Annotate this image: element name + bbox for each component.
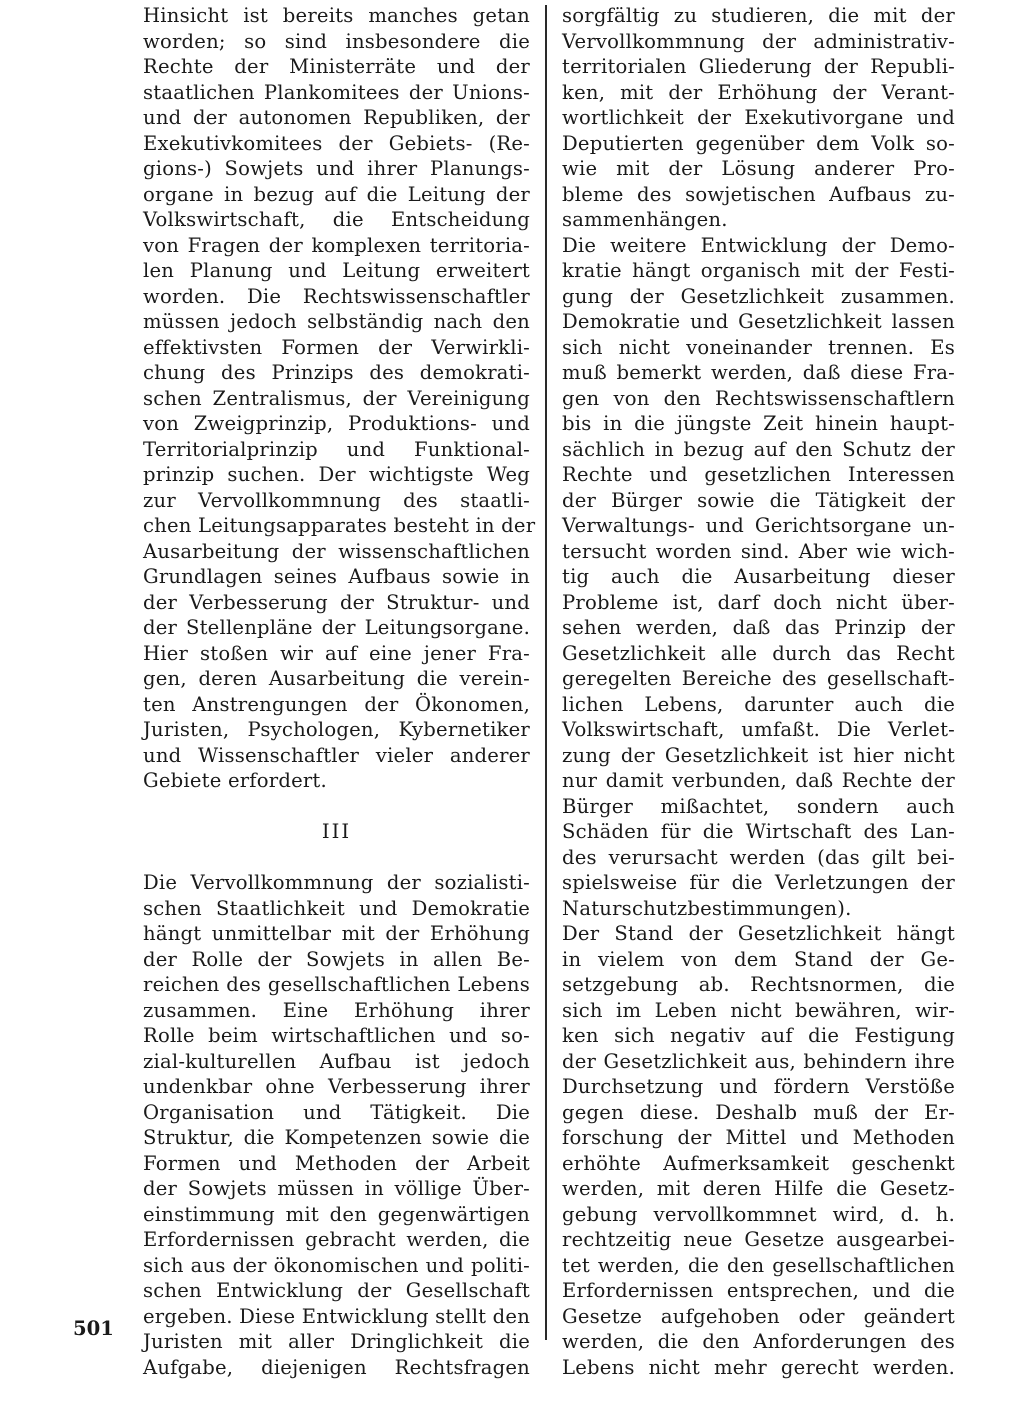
text-line: worden; so sind insbesondere die [143,29,530,53]
text-line: Volkswirtschaft, umfaßt. Die Verlet- [562,718,955,741]
text-line: rechtzeitig neue Gesetze ausgearbei- [562,1228,955,1251]
text-line: in vielem von dem Stand der Ge- [562,947,955,971]
text-line: und Wissenschaftler vieler anderer [143,743,530,767]
text-line: bis in die jüngste Zeit hinein haupt- [562,412,955,435]
text-line: Struktur, die Kompetenzen sowie die [143,1126,530,1149]
text-line: ten Anstrengungen der Ökonomen, [143,692,530,716]
text-line: undenkbar ohne Verbesserung ihrer [143,1075,530,1098]
text-line: Rolle beim wirtschaftlichen und so- [143,1024,530,1047]
text-line: ken, mit der Erhöhung der Verant- [562,80,955,104]
text-line: der Verbesserung der Struktur- und [143,590,530,614]
text-line: einstimmung mit den gegenwärtigen [143,1202,530,1226]
text-line: der Rolle der Sowjets in allen Be- [143,947,530,971]
text-line: Aufgabe, diejenigen Rechtsfragen [143,1355,530,1379]
text-line [143,794,530,820]
text-line: Schäden für die Wirtschaft des Lan- [562,820,955,843]
text-line: effektivsten Formen der Verwirkli- [143,335,530,359]
column-divider-rule [545,5,547,1340]
page-number: 501 [73,1317,114,1340]
text-line: worden. Die Rechtswissenschaftler [143,284,530,308]
text-line: Der Stand der Gesetzlichkeit hängt [562,922,955,945]
text-line: und der autonomen Republiken, der [143,106,530,129]
text-line: sehen werden, daß das Prinzip der [562,616,955,639]
text-line: len Planung und Leitung erweitert [143,259,530,282]
text-line: Juristen mit aller Dringlichkeit die [143,1330,530,1353]
text-line: Hinsicht ist bereits manches getan [143,4,530,27]
text-line: tersucht worden sind. Aber wie wich- [562,539,955,563]
text-line: wortlichkeit der Exekutivorgane und [562,106,955,129]
text-line: gen, deren Ausarbeitung die verein- [143,667,530,690]
text-line: Deputierten gegenüber dem Volk so- [562,131,955,155]
text-line: Durchsetzung und fördern Verstöße [562,1075,955,1098]
text-line: Vervollkommnung der administrativ- [562,29,955,53]
text-line: wie mit der Lösung anderer Pro- [562,157,955,180]
text-line: prinzip suchen. Der wichtigste Weg [143,463,530,486]
text-line: schen Staatlichkeit und Demokratie [143,896,530,920]
text-line: chen Leitungsapparates besteht in der [143,514,536,537]
text-line: Die Vervollkommnung der sozialisti- [143,871,530,894]
text-line: sammenhängen. [562,208,728,231]
text-line: Erfordernissen entsprechen, und die [562,1279,955,1302]
text-line: reichen des gesellschaftlichen Lebens [143,973,530,996]
text-line: nur damit verbunden, daß Rechte der [562,769,955,792]
text-line: muß bemerkt werden, daß diese Fra- [562,361,955,384]
text-line: sorgfältig zu studieren, die mit der [562,4,955,27]
text-line: tet werden, die den gesellschaftlichen [562,1253,955,1277]
text-line: des verursacht werden (das gilt bei- [562,845,955,869]
text-line: setzgebung ab. Rechtsnormen, die [562,973,955,996]
text-line: Gesetze aufgehoben oder geändert [562,1304,955,1328]
text-line: zur Vervollkommnung des staatli- [143,488,530,512]
text-line: Rechte und gesetzlichen Interessen [562,463,955,486]
text-line: gebung vervollkommnet wird, d. h. [562,1202,955,1226]
text-line: zusammen. Eine Erhöhung ihrer [143,998,530,1022]
text-line: sich aus der ökonomischen und politi- [143,1253,530,1277]
text-line: Gesetzlichkeit alle durch das Recht [562,641,955,665]
text-line: erhöhte Aufmerksamkeit geschenkt [562,1151,955,1175]
text-line: Hier stoßen wir auf eine jener Fra- [143,641,530,665]
text-line: lichen Lebens, darunter auch die [562,692,955,716]
text-line: der Sowjets müssen in völlige Über- [143,1177,530,1200]
text-line: spielsweise für die Verletzungen der [562,871,955,894]
text-line: geregelten Bereiche des gesellschaft- [562,667,955,690]
text-line: der Stellenpläne der Leitungsorgane. [143,616,530,639]
text-line: organe in bezug auf die Leitung der [143,182,530,206]
text-line: werden, mit deren Hilfe die Gesetz- [562,1177,955,1200]
text-line: hängt unmittelbar mit der Erhöhung [143,922,530,945]
text-line: Verwaltungs- und Gerichtsorgane un- [562,514,955,537]
text-line: gen von den Rechtswissenschaftlern [562,386,955,410]
text-line: ergeben. Diese Entwicklung stellt den [143,1304,531,1328]
text-line: werden, die den Anforderungen des [562,1330,955,1353]
section-heading: III [321,820,352,843]
text-line: zung der Gesetzlichkeit ist hier nicht [562,743,955,767]
text-line: der Gesetzlichkeit aus, behindern ihre [562,1049,955,1073]
text-line: gung der Gesetzlichkeit zusammen. [562,284,955,308]
text-line: müssen jedoch selbständig nach den [143,310,530,333]
text-line: sächlich in bezug auf den Schutz der [562,437,955,461]
left-text-column [143,3,536,1380]
text-line: zial-kulturellen Aufbau ist jedoch [143,1049,530,1073]
text-line: Naturschutzbestimmungen). [562,896,852,920]
text-line: territorialen Gliederung der Republi- [562,55,955,78]
text-line: Ausarbeitung der wissenschaftlichen [143,539,530,563]
text-line: Organisation und Tätigkeit. Die [143,1100,530,1124]
text-line: tig auch die Ausarbeitung dieser [562,565,955,588]
text-line [143,845,530,871]
text-line: chung des Prinzips des demokrati- [143,361,530,384]
text-line: sich im Leben nicht bewähren, wir- [562,998,955,1022]
text-line: kratie hängt organisch mit der Festi- [562,259,955,282]
right-text-column [562,3,955,1380]
text-line: Territorialprinzip und Funktional- [143,437,530,461]
text-line: Formen und Methoden der Arbeit [143,1151,530,1175]
text-line: gegen diese. Deshalb muß der Er- [562,1100,955,1124]
text-line: von Zweigprinzip, Produktions- und [143,412,530,435]
text-line: ken sich negativ auf die Festigung [562,1024,955,1047]
text-line: schen Zentralismus, der Vereinigung [143,386,530,410]
text-line: Probleme ist, darf doch nicht über- [562,590,955,614]
text-line: von Fragen der komplexen territoria- [143,233,530,257]
text-line: Rechte der Ministerräte und der [143,55,530,78]
text-line: Erfordernissen gebracht werden, die [143,1228,530,1251]
text-line: Bürger mißachtet, sondern auch [562,794,955,818]
text-line: bleme des sowjetischen Aufbaus zu- [562,182,955,206]
text-line: gions-) Sowjets und ihrer Planungs- [143,157,530,180]
text-line: Die weitere Entwicklung der Demo- [562,233,955,257]
text-line: Lebens nicht mehr gerecht werden. [562,1355,955,1379]
text-line: Gebiete erfordert. [143,769,327,792]
text-line: Demokratie und Gesetzlichkeit lassen [562,310,955,333]
text-line: Grundlagen seines Aufbaus sowie in [143,565,530,588]
text-line: der Bürger sowie die Tätigkeit der [562,488,955,512]
text-line: forschung der Mittel und Methoden [562,1126,955,1149]
text-line: Volkswirtschaft, die Entscheidung [143,208,530,231]
text-line: Exekutivkomitees der Gebiets- (Re- [143,131,530,155]
text-line: staatlichen Plankomitees der Unions- [143,80,530,104]
text-line: schen Entwicklung der Gesellschaft [143,1279,530,1302]
text-line: Juristen, Psychologen, Kybernetiker [143,718,530,741]
text-line: sich nicht voneinander trennen. Es [562,335,955,359]
